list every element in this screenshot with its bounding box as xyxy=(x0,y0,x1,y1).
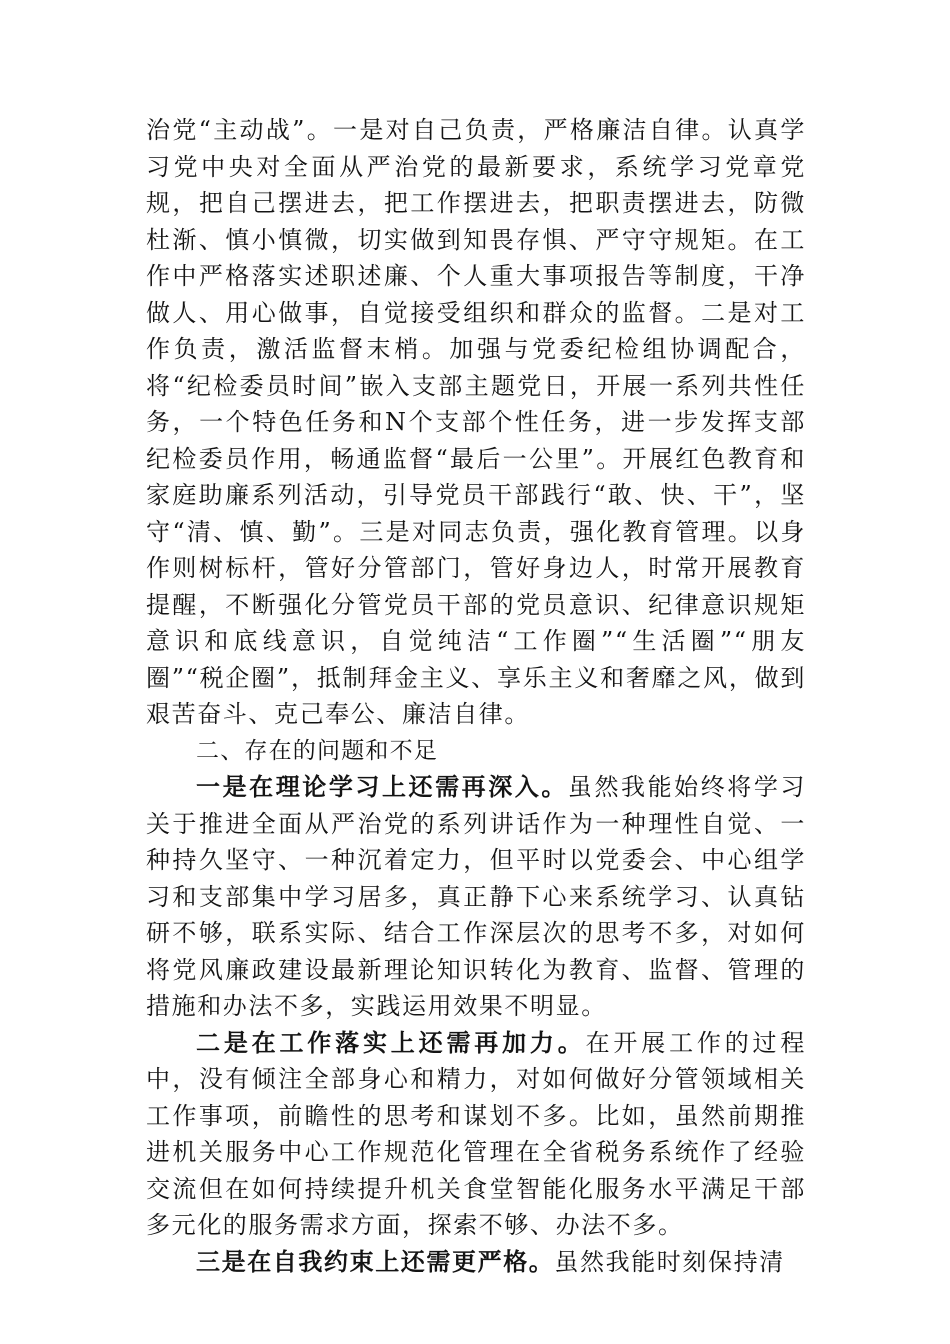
paragraph-text: 在开展工作的过程中，没有倾注全部身心和精力，对如何做好分管领域相关工作事项，前瞻性的思考和谋划不多。比如，虽然前期推进机关服务中心工作规范化管理在全省税务系统作了经验交流但在如何持续提升机关食堂智能化服务水平满足干部多元化的服务需求方面，探索不够、办法不多。 xyxy=(146,1028,806,1239)
paragraph-lead: 二是在工作落实上还需再加力。 xyxy=(196,1027,586,1057)
document-body xyxy=(146,112,806,1280)
paragraph-text: 虽然我能时刻保持清 xyxy=(554,1247,785,1276)
paragraph-text: 治党“主动战”。一是对自己负责，严格廉洁自律。认真学习党中央对全面从严治党的最新要求，系统学习党章党规，把自己摆进去，把工作摆进去，把职责摆进去，防微杜渐、慎小慎微，切实做到知畏存惧、严守守规矩。在工作中严格落实述职述廉、个人重大事项报告等制度，干净做人、用心做事，自觉接受组织和群众的监督。二是对工作负责，激活监督末梢。加强与党委纪检组协调配合，将“纪检委员时间”嵌入支部主题党日，开展一系列共性任务，一个特色任务和N个支部个性任务，进一步发挥支部纪检委员作用，畅通监督“最后一公里”。开展红色教育和家庭助廉系列活动，引导党员干部践行“敢、快、干”，坚守“清、慎、勤”。三是对同志负责，强化教育管理。以身作则树标杆，管好分管部门，管好身边人，时常开展教育提醒，不断强化分管党员干部的党员意识、纪律意识规矩意识和底线意识，自觉纯洁“工作圈”“生活圈”“朋友圈”“税企圈”，抵制拜金主义、享乐主义和奢靡之风，做到艰苦奋斗、克己奉公、廉洁自律。 xyxy=(146,116,806,728)
paragraph-responsibility xyxy=(146,112,806,733)
section-heading-problems: 二、存在的问题和不足 xyxy=(196,737,438,764)
paragraph-text: 虽然我能始终将学习关于推进全面从严治党的系列讲话作为一种理性自觉、一种持久坚守、一种沉着定力，但平时以党委会、中心组学习和支部集中学习居多，真正静下心来系统学习、认真钻研不够，联系实际、结合工作深层次的思考不多，对如何将党风廉政建设最新理论知识转化为教育、监督、管理的措施和办法不多，实践运用效果不明显。 xyxy=(146,773,806,1020)
paragraph-work-implementation xyxy=(146,1025,806,1244)
paragraph-lead: 一是在理论学习上还需再深入。 xyxy=(196,772,568,801)
paragraph-theory-study xyxy=(146,769,806,1025)
paragraph-self-discipline xyxy=(146,1244,806,1281)
paragraph-lead: 三是在自我约束上还需更严格。 xyxy=(196,1246,555,1276)
